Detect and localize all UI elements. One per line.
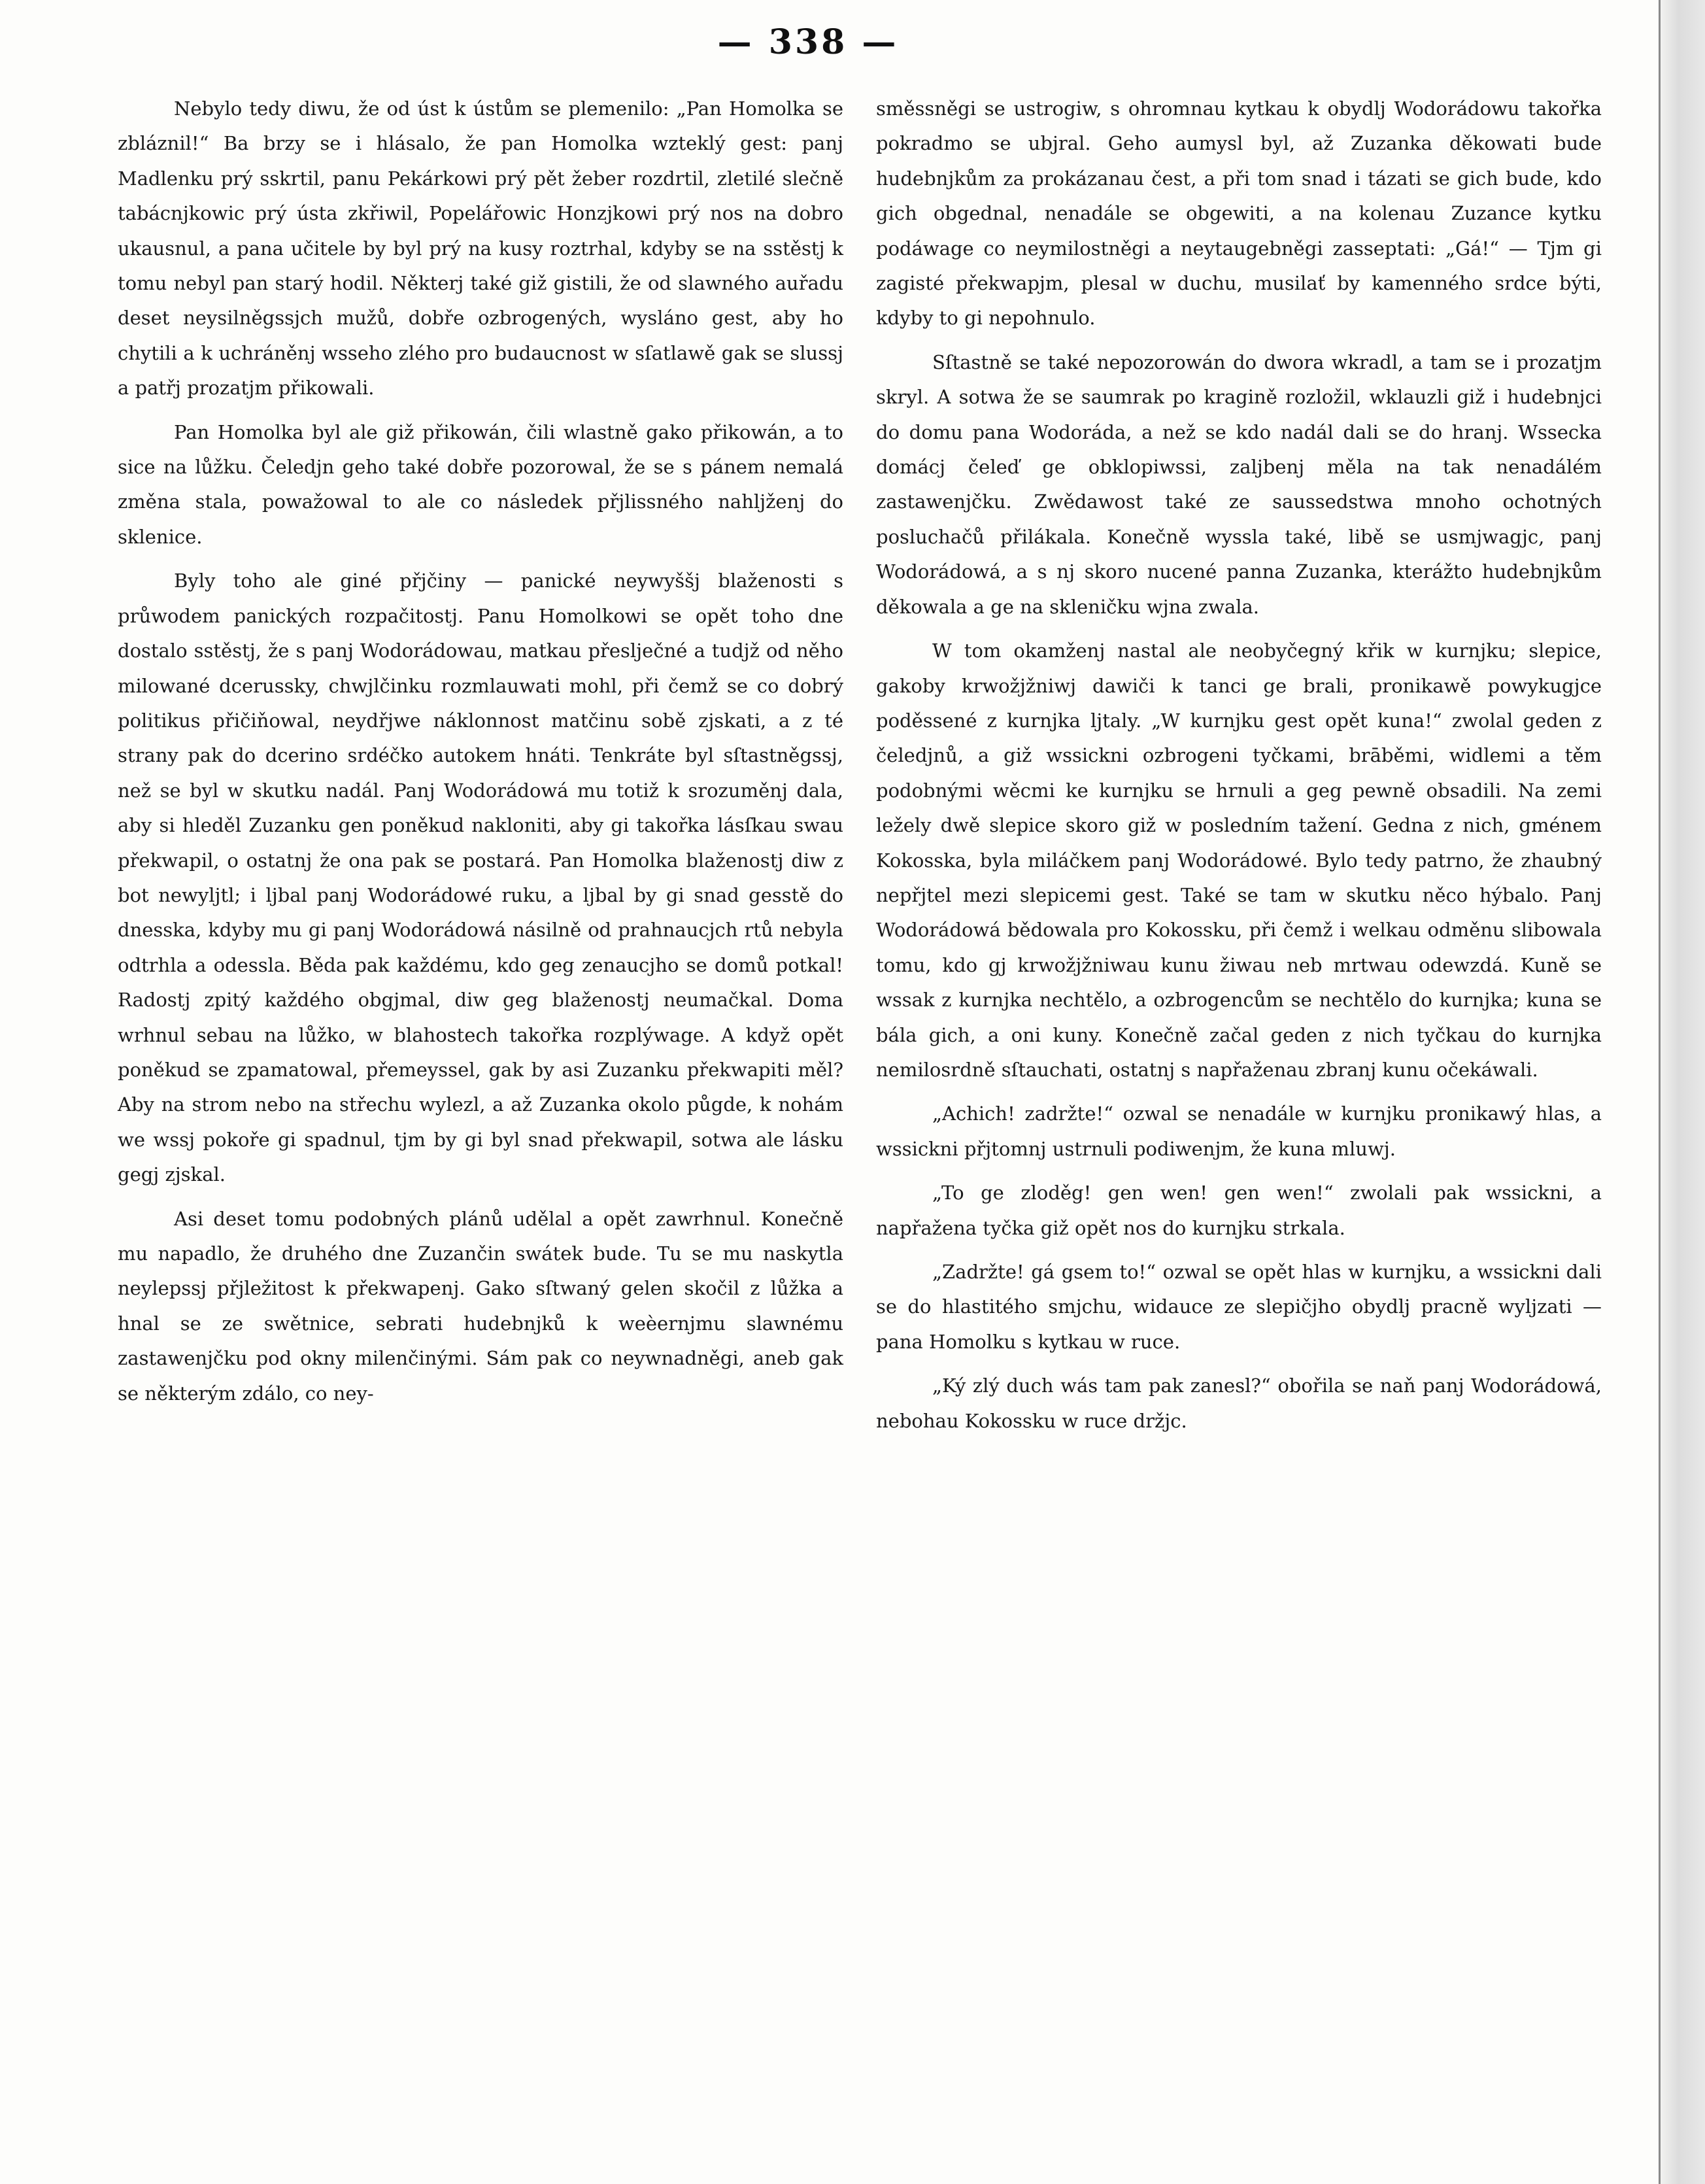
paragraph: „Zadržte! gá gsem to!“ ozwal se opět hlas w kurnjku, a wssickni dali se do hlastitého smjchu, widauce ze slepičjho obydlj pracně wyljzati — pana Homolku s kytkau w ruce.: [876, 1261, 1602, 1353]
paragraph: „To ge zloděg! gen wen! gen wen!“ zwolali pak wssickni, a napřažena tyčka giž opět nos do kurnjku strkala.: [876, 1182, 1602, 1239]
paragraph: Byly toho ale giné přjčiny — panické neywyššj blaženosti s průwodem panických rozpačitostj. Panu Homolkowi se opět toho dne dostalo sstěstj, že s panj Wodorádowau, matkau přeslječné a tudjž od něho milowané dcerussky, chwjlčinku rozmlauwati mohl, při čemž se co dobrý politikus přičiňowal, neydřjwe náklonnost matčinu sobě zjskati, a z té strany pak do dcerino srdéčko autokem hnáti. Tenkráte byl sſtastněgssj, než se byl w skutku nadál. Panj Wodorádowá mu totiž k srozuměnj dala, aby si hleděl Zuzanku gen poněkud nakloniti, aby gi takořka lásſkau swau překwapil, o ostatnj že ona pak se postará. Pan Homolka blaženostj diw z bot newyljtl; i ljbal panj Wodorádowé ruku, a ljbal by gi snad gesstě do dnesska, kdyby mu gi panj Wodorádowá násilně od prahnaucjch rtů nebyla odtrhla a odessla. Běda pak každému, kdo geg zenaucjho se domů potkal! Radostj zpitý každého obgjmal, diw geg blaženostj neumačkal. Doma wrhnul sebau na lůžko, w blahostech takořka rozplýwage. A když opět poněkud se zpamatowal, přemeyssel, gak by asi Zuzanku překwapiti měl? Aby na strom nebo na střechu wylezl, a až Zuzanka okolo půgde, k nohám we wssj pokoře gi spadnul, tjm by gi byl snad překwapil, sotwa ale lásku gegj zjskal.: [118, 570, 843, 1186]
paragraph: W tom okamženj nastal ale neobyčegný křik w kurnjku; slepice, gakoby krwožjžniwj dawiči k tanci ge brali, pronikawě powykugjce poděssené z kurnjka ljtaly. „W kurnjku gest opět kuna!“ zwolal geden z čeledjnů, a giž wssickni ozbrogeni tyčkami, brāběmi, widlemi a těm podobnými wěcmi ke kurnjku se hrnuli a geg pewně obsadili. Na zemi ležely dwě slepice skoro giž w posledním tažení. Gedna z nich, gménem Kokosska, byla miláčkem panj Wodorádowé. Bylo tedy patrno, že zhaubný nepřjtel mezi slepicemi gest. Také se tam w skutku něco hýbalo. Panj Wodorádowá bědowala pro Kokossku, při čemž i welkau odměnu slibowala tomu, kdo gj krwožjžniwau kunu žiwau neb mrtwau odewzdá. Kuně se wssak z kurnjka nechtělo, a ozbrogencům se nechtělo do kurnjka; kuna se bála gich, a oni kuny. Konečně začal geden z nich tyčkau do kurnjka nemilosrdně sſtauchati, ostatnj s napřaženau zbranj kunu očekáwali.: [876, 640, 1602, 1081]
page-number: — 338 —: [717, 22, 899, 62]
paragraph: Nebylo tedy diwu, že od úst k ústům se plemenilo: „Pan Homolka se zbláznil!“ Ba brzy se i hlásalo, že pan Homolka wzteklý gest: panj Madlenku prý sskrtil, panu Pekárkowi prý pět žeber rozdrtil, zletilé slečně tabácnjkowic prý ústa zkřiwil, Popelářowic Honzjkowi prý nos na dobro ukausnul, a pana učitele by byl prý na kusy roztrhal, kdyby se na sstěstj k tomu nebyl pan starý hodil. Některj také giž gistili, že od slawného auřadu deset neysilněgssjch mužů, dobře ozbrogených, wysláno gest, aby ho chytili a k uchráněnj wsseho zlého pro budaucnost w sſatlawě gak se slussj a patřj prozatjm přikowali.: [118, 97, 843, 400]
left-column: [118, 92, 843, 1420]
paragraph: „Achich! zadržte!“ ozwal se nenadále w kurnjku pronikawý hlas, a wssickni přjtomnj ustrnuli podiwenjm, že kuna mluwj.: [876, 1102, 1602, 1160]
paragraph: Pan Homolka byl ale giž přikowán, čili wlastně gako přikowán, a to sice na lůžku. Čeledjn geho také dobře pozorowal, že se s pánem nemalá změna stala, powažowal to ale co následek přjlissného nahljženj do sklenice.: [118, 420, 843, 548]
page-edge: [1659, 0, 1705, 2184]
paragraph: Asi deset tomu podobných plánů udělal a opět zawrhnul. Konečně mu napadlo, že druhého dne Zuzančin swátek bude. Tu se mu naskytla neylepssj přjležitost k překwapenj. Gako sſtwaný gelen skočil z lůžka a hnal se ze swětnice, sebrati hudebnjků k weèernjmu slawnému zastawenjčku pod okny milenčinými. Sám pak co neywnadněgi, aneb gak se některým zdálo, co ney-: [118, 1207, 843, 1405]
paragraph: Sſtastně se také nepozorowán do dwora wkradl, a tam se i prozatjm skryl. A sotwa že se saumrak po kragině rozložil, wklauzli giž i hudebnjci do domu pana Wodoráda, a než se kdo nadál dali se do hranj. Wssecka domácj čeleď ge obklopiwssi, zaljbenj měla na tak nenadálém zastawenjčku. Zwědawost také ze saussedstwa mnoho ochotných posluchačů přilákala. Konečně wyssla také, libě se usmjwagjc, panj Wodorádowá, a s nj skoro nucené panna Zuzanka, kterážto hudebnjkům děkowala a ge na skleničku wjna zwala.: [876, 350, 1602, 618]
right-column: [876, 92, 1602, 1448]
paragraph: „Ký zlý duch wás tam pak zanesl?“ obořila se naň panj Wodorádowá, nebohau Kokossku w ruce držjc.: [876, 1374, 1602, 1432]
paragraph: směssněgi se ustrogiw, s ohromnau kytkau k obydlj Wodorádowu takořka pokradmo se ubjral. Geho aumysl byl, až Zuzanka děkowati bude hudebnjkům za prokázanau čest, a při tom snad i tázati se gich bude, kdo gich obgednal, nenadále se obgewiti, a na kolenau Zuzance kytku podáwage co neymilostněgi a neytaugebněgi zasseptati: „Gá!“ — Tjm gi zagisté překwapjm, plesal w duchu, musilať by kamenného srdce býti, kdyby to gi nepohnulo.: [876, 97, 1602, 330]
